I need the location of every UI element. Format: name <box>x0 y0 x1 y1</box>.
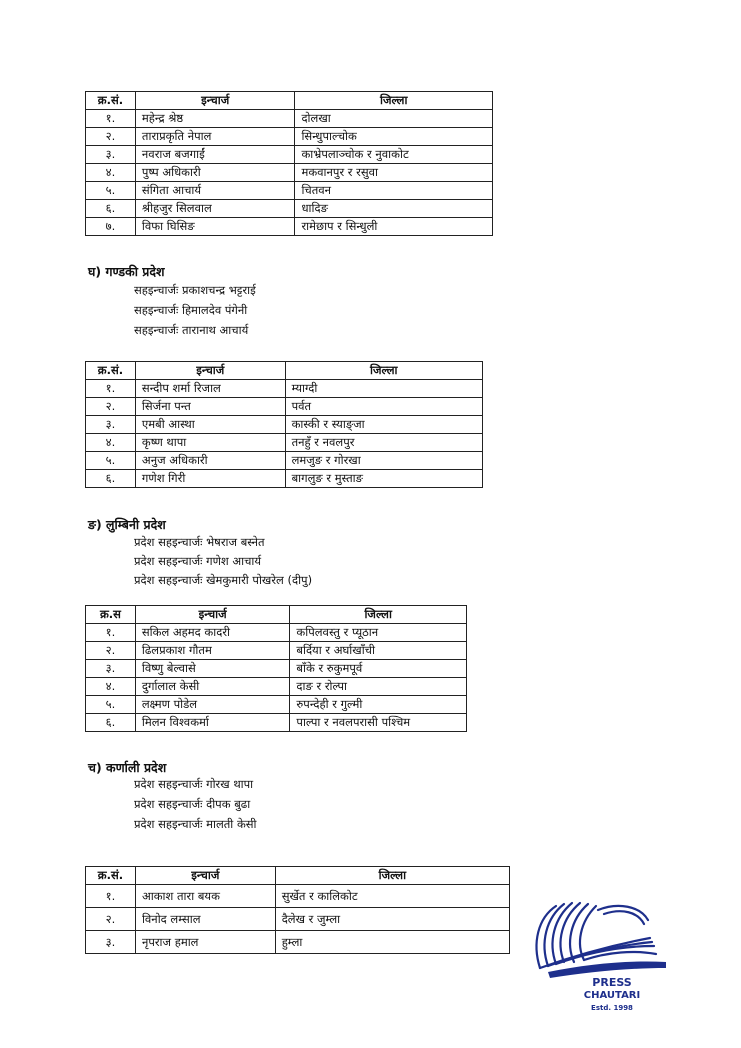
table-row <box>86 416 483 434</box>
col-header-incharge: इन्चार्ज <box>135 606 290 624</box>
district-table-gandaki <box>85 361 483 488</box>
table-header-row <box>86 362 483 380</box>
cell-district: पर्वत <box>285 398 482 416</box>
table-header-row <box>86 606 467 624</box>
table-row <box>86 624 467 642</box>
cell-sn: १. <box>86 110 136 128</box>
col-header-incharge: इन्चार्ज <box>135 362 285 380</box>
cell-district: चितवन <box>295 182 493 200</box>
cell-incharge: सन्दीप शर्मा रिजाल <box>135 380 285 398</box>
cell-sn: ३. <box>86 146 136 164</box>
table-row <box>86 128 493 146</box>
col-header-sn: क्र.सं. <box>86 867 136 885</box>
cell-sn: ४. <box>86 678 136 696</box>
cell-sn: ७. <box>86 218 136 236</box>
cell-district: सुर्खेत र कालिकोट <box>275 885 509 908</box>
district-table-bagmati <box>85 91 493 236</box>
table-row <box>86 470 483 488</box>
assistant-incharge: प्रदेश सहइन्चार्जः मालती केसी <box>134 817 257 831</box>
cell-sn: ६. <box>86 714 136 732</box>
assistant-incharge: सहइन्चार्जः तारानाथ आचार्य <box>134 323 249 337</box>
cell-sn: १. <box>86 380 136 398</box>
cell-incharge: विष्णु बेल्वासे <box>135 660 290 678</box>
cell-incharge: सकिल अहमद कादरी <box>135 624 290 642</box>
cell-incharge: मिलन विश्वकर्मा <box>135 714 290 732</box>
table-row <box>86 678 467 696</box>
cell-district: दैलेख र जुम्ला <box>275 908 509 931</box>
table-row <box>86 164 493 182</box>
table-row <box>86 146 493 164</box>
col-header-district: जिल्ला <box>295 92 493 110</box>
col-header-district: जिल्ला <box>285 362 482 380</box>
cell-sn: ५. <box>86 182 136 200</box>
cell-incharge: लक्ष्मण पोडेल <box>135 696 290 714</box>
table-row <box>86 398 483 416</box>
col-header-sn: क्र.स <box>86 606 136 624</box>
cell-incharge: एमबी आस्था <box>135 416 285 434</box>
cell-district: बागलुङ र मुस्ताङ <box>285 470 482 488</box>
logo-line2: CHAUTARI <box>583 990 641 1001</box>
cell-district: मकवानपुर र रसुवा <box>295 164 493 182</box>
table-header-row <box>86 867 510 885</box>
cell-district: हुम्ला <box>275 931 509 954</box>
cell-sn: २. <box>86 908 136 931</box>
cell-incharge: नृपराज हमाल <box>135 931 275 954</box>
cell-district: पाल्पा र नवलपरासी पश्चिम <box>290 714 467 732</box>
cell-incharge: आकाश तारा बयक <box>135 885 275 908</box>
cell-district: तनहुँ र नवलपुर <box>285 434 482 452</box>
col-header-district: जिल्ला <box>275 867 509 885</box>
cell-sn: ६. <box>86 200 136 218</box>
table-row <box>86 931 510 954</box>
cell-district: लमजुङ र गोरखा <box>285 452 482 470</box>
table-row <box>86 182 493 200</box>
cell-sn: ५. <box>86 452 136 470</box>
cell-district: कपिलवस्तु र प्यूठान <box>290 624 467 642</box>
district-table-karnali <box>85 866 510 954</box>
cell-district: बर्दिया र अर्घाखाँची <box>290 642 467 660</box>
section-heading-gandaki: घ) गण्डकी प्रदेश <box>88 264 165 279</box>
press-chautari-logo-icon <box>528 898 678 1018</box>
table-row <box>86 380 483 398</box>
cell-sn: ४. <box>86 434 136 452</box>
cell-sn: २. <box>86 128 136 146</box>
cell-sn: ५. <box>86 696 136 714</box>
assistant-incharge: प्रदेश सहइन्चार्जः भेषराज बस्नेत <box>134 535 265 549</box>
table-row <box>86 218 493 236</box>
cell-district: बाँके र रुकुमपूर्व <box>290 660 467 678</box>
cell-district: दोलखा <box>295 110 493 128</box>
table-row <box>86 908 510 931</box>
assistant-incharge: सहइन्चार्जः हिमालदेव पंगेनी <box>134 303 248 317</box>
table-row <box>86 660 467 678</box>
cell-sn: ६. <box>86 470 136 488</box>
cell-incharge: पुष्प अधिकारी <box>135 164 295 182</box>
table-header-row <box>86 92 493 110</box>
table-row <box>86 200 493 218</box>
col-header-incharge: इन्चार्ज <box>135 92 295 110</box>
cell-incharge: गणेश गिरी <box>135 470 285 488</box>
cell-incharge: अनुज अधिकारी <box>135 452 285 470</box>
cell-incharge: ताराप्रकृति नेपाल <box>135 128 295 146</box>
cell-sn: ३. <box>86 416 136 434</box>
assistant-incharge: प्रदेश सहइन्चार्जः गणेश आचार्य <box>134 554 262 568</box>
cell-sn: ४. <box>86 164 136 182</box>
table-row <box>86 452 483 470</box>
cell-district: काभ्रेपलाञ्चोक र नुवाकोट <box>295 146 493 164</box>
col-header-sn: क्र.सं. <box>86 362 136 380</box>
cell-district: कास्की र स्याङ्जा <box>285 416 482 434</box>
cell-sn: ३. <box>86 931 136 954</box>
table-row <box>86 110 493 128</box>
table-row <box>86 885 510 908</box>
cell-incharge: विफा घिसिङ <box>135 218 295 236</box>
assistant-incharge: सहइन्चार्जः प्रकाशचन्द्र भट्टराई <box>134 283 256 297</box>
cell-sn: २. <box>86 642 136 660</box>
logo-line1: PRESS <box>592 976 632 989</box>
table-row <box>86 696 467 714</box>
cell-district: रुपन्देही र गुल्मी <box>290 696 467 714</box>
cell-district: सिन्धुपाल्चोक <box>295 128 493 146</box>
cell-incharge: महेन्द्र श्रेष्ठ <box>135 110 295 128</box>
assistant-incharge: प्रदेश सहइन्चार्जः गोरख थापा <box>134 777 254 791</box>
table-row <box>86 714 467 732</box>
section-heading-karnali: च) कर्णाली प्रदेश <box>88 760 167 775</box>
cell-incharge: दुर्गालाल केसी <box>135 678 290 696</box>
assistant-incharge: प्रदेश सहइन्चार्जः दीपक बुढा <box>134 797 251 811</box>
cell-sn: १. <box>86 624 136 642</box>
district-table-lumbini <box>85 605 467 732</box>
cell-incharge: श्रीहजुर सिलवाल <box>135 200 295 218</box>
cell-district: रामेछाप र सिन्धुली <box>295 218 493 236</box>
table-row <box>86 642 467 660</box>
section-heading-lumbini: ङ) लुम्बिनी प्रदेश <box>88 517 166 532</box>
cell-incharge: कृष्ण थापा <box>135 434 285 452</box>
cell-incharge: सिर्जना पन्त <box>135 398 285 416</box>
cell-district: धादिङ <box>295 200 493 218</box>
col-header-sn: क्र.सं. <box>86 92 136 110</box>
cell-incharge: संगिता आचार्य <box>135 182 295 200</box>
table-row <box>86 434 483 452</box>
cell-district: म्याग्दी <box>285 380 482 398</box>
cell-incharge: नवराज बजगाईं <box>135 146 295 164</box>
col-header-incharge: इन्चार्ज <box>135 867 275 885</box>
cell-sn: २. <box>86 398 136 416</box>
cell-incharge: विनोद लम्साल <box>135 908 275 931</box>
cell-district: दाङ र रोल्पा <box>290 678 467 696</box>
cell-sn: १. <box>86 885 136 908</box>
cell-sn: ३. <box>86 660 136 678</box>
assistant-incharge: प्रदेश सहइन्चार्जः खेमकुमारी पोखरेल (दीपु) <box>134 573 313 587</box>
logo-line3: Estd. 1998 <box>591 1004 633 1012</box>
press-chautari-logo <box>528 898 678 1018</box>
col-header-district: जिल्ला <box>290 606 467 624</box>
cell-incharge: ढिलप्रकाश गौतम <box>135 642 290 660</box>
